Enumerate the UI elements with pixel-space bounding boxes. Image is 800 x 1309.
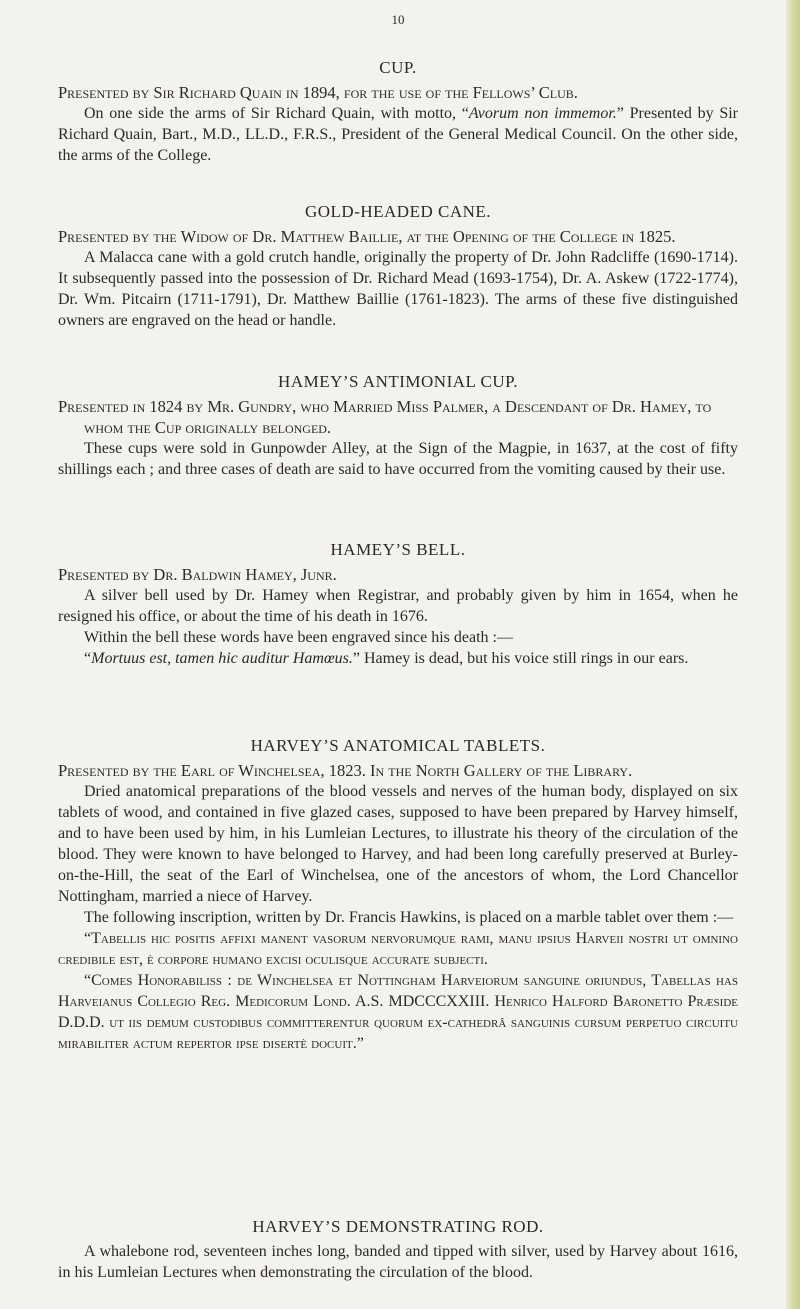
section-subtitle: Presented by Dr. Baldwin Hamey, Junr. bbox=[58, 565, 337, 584]
section-paragraph: Within the bell these words have been engraved since his death :— bbox=[84, 629, 513, 646]
inscription-paragraph: “Tabellis hic positis affixi manent vasorum nervorumque rami, manu ipsius Harveii nostri ut omnino credibile est, è corpore humano excisi oculisque accurate subjecti. bbox=[58, 930, 738, 968]
text-run: On one side the arms of Sir Richard Quain, with motto, “ bbox=[84, 105, 469, 122]
section-paragraph bbox=[58, 103, 738, 166]
section-cane bbox=[58, 202, 738, 331]
section-paragraph: A Malacca cane with a gold crutch handle, originally the property of Dr. John Radcliffe (1690-1714). It subsequently passed into the possession of Dr. Richard Mead (1693-1754), Dr. A. Askew (1722-1774), Dr. Wm. Pitcairn (1711-1791), Dr. Matthew Baillie (1761-1823). The arms of these five distinguished owners are engraved on the head or handle. bbox=[58, 249, 738, 329]
section-subtitle: Presented by the Widow of Dr. Matthew Baillie, at the Opening of the College in 1825. bbox=[58, 227, 676, 246]
section-title: HAMEY’S ANTIMONIAL CUP. bbox=[278, 372, 518, 391]
page-edge bbox=[786, 0, 800, 1309]
section-cup bbox=[58, 58, 738, 166]
section-paragraph: “Mortuus est, tamen hic auditur Hamœus.” Hamey is dead, but his voice still rings in our ears. bbox=[84, 650, 689, 667]
section-bell bbox=[58, 540, 738, 669]
section-title: HAMEY’S BELL. bbox=[330, 540, 466, 559]
section-antimonial-cup bbox=[58, 372, 738, 480]
section-subtitle: Presented in 1824 by Mr. Gundry, who Married Miss Palmer, a Descendant of Dr. Hamey, to whom the Cup originally belonged. bbox=[58, 397, 712, 437]
inscription-paragraph: “Comes Honorabiliss : de Winchelsea et Nottingham Harveiorum sanguine oriundus, Tabellas has Harveianus Collegio Reg. Medicorum Lond. A.S. MDCCCXXIII. Henrico Halford Baronetto Præside D.D.D. ut iis demum custodibus committerentur quorum ex-cathedrâ sanguinis cursum perpetuo circuitu mirabiliter actum repertor ipse disertè docuit.” bbox=[58, 972, 738, 1052]
section-rod bbox=[58, 1217, 738, 1283]
section-paragraph: Dried anatomical preparations of the blood vessels and nerves of the human body, displayed on six tablets of wood, and contained in five glazed cases, supposed to have been prepared by Harvey himself, and to have been used by him, in his Lumleian Lectures, to illustrate his theory of the circulation of the blood. They were known to have belonged to Harvey, and had been long carefully preserved at Burley-on-the-Hill, the seat of the Earl of Winchelsea, one of the ancestors of whom, the Lord Chancellor Nottingham, married a niece of Harvey. bbox=[58, 783, 738, 905]
text-run: Hamey is dead, but his voice still rings in our ears. bbox=[360, 650, 689, 667]
section-subtitle: Presented by the Earl of Winchelsea, 1823. In the North Gallery of the Library. bbox=[58, 761, 633, 780]
section-title: HARVEY’S DEMONSTRATING ROD. bbox=[252, 1217, 544, 1236]
section-paragraph: The following inscription, written by Dr. Francis Hawkins, is placed on a marble tablet over them :— bbox=[84, 909, 734, 926]
motto: Avorum non immemor. bbox=[468, 105, 617, 122]
section-subtitle: Presented by Sir Richard Quain in 1894, for the use of the Fellows’ Club. bbox=[58, 83, 578, 102]
page-number: 10 bbox=[391, 12, 405, 27]
section-tablets bbox=[58, 736, 738, 1054]
latin-quote: Mortuus est, tamen hic auditur Hamœus. bbox=[91, 650, 353, 667]
section-title: CUP. bbox=[379, 58, 417, 77]
section-title: HARVEY’S ANATOMICAL TABLETS. bbox=[250, 736, 546, 755]
section-paragraph: A whalebone rod, seventeen inches long, banded and tipped with silver, used by Harvey about 1616, in his Lumleian Lectures when demonstrating the circulation of the blood. bbox=[58, 1243, 738, 1281]
section-paragraph: A silver bell used by Dr. Hamey when Registrar, and probably given by him in 1654, when he resigned his office, or about the time of his death in 1676. bbox=[58, 587, 738, 625]
section-paragraph: These cups were sold in Gunpowder Alley, at the Sign of the Magpie, in 1637, at the cost of fifty shillings each ; and three cases of death are said to have occurred from the vomiting caused by their use. bbox=[58, 440, 738, 478]
text-run: ” Presented by Sir Richard Quain, Bart., M.D., LL.D., F.R.S., President of the General Medical Council. On the other side, the arms of the College. bbox=[58, 105, 738, 164]
section-title: GOLD-HEADED CANE. bbox=[304, 202, 492, 221]
